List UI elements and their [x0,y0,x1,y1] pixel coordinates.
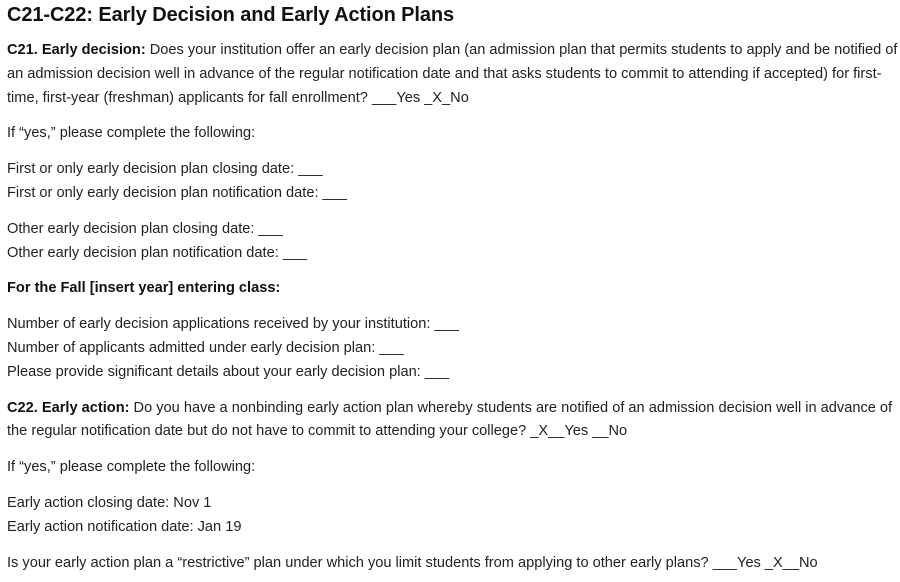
c21-other-notification-date: Other early decision plan notification date: ___ [7,244,308,261]
c22-answer: _X__Yes __No [526,423,628,440]
c21-applications-received: Number of early decision applications received by your institution: ___ [7,316,459,333]
c22-if-yes: If “yes,” please complete the following: [7,459,256,476]
c21-label: C21. Early decision: [7,42,146,58]
c22-dates [7,492,900,540]
c21-plan-details: Please provide significant details about your early decision plan: ___ [7,363,450,380]
page-title: C21-C22: Early Decision and Early Action Plans [7,4,455,26]
c21-applicants-admitted: Number of applicants admitted under early decision plan: ___ [7,339,404,356]
c21-other-dates [7,218,900,266]
c21-fall-heading: For the Fall [insert year] entering class: [7,280,281,297]
c21-question-paragraph [7,39,900,110]
c22-label: C22. Early action: [7,399,130,416]
c21-answer: ___Yes _X_No [367,89,469,106]
c21-first-closing-date: First or only early decision plan closing date: ___ [7,161,323,178]
c21-first-dates [7,158,900,206]
c22-closing-date: Early action closing date: Nov 1 [7,494,212,511]
c21-first-notification-date: First or only early decision plan notification date: ___ [7,184,347,201]
c22-question-text: Do you have a nonbinding early action plan whereby students are notified of an admission decision well in advance of the regular notification date but do not have to commit to attending your college? [7,399,893,440]
c21-other-closing-date: Other early decision plan closing date: ___ [7,220,283,237]
c22-restrictive-question: Is your early action plan a “restrictive” plan under which you limit students from applying to other early plans? ___Yes _X__No [7,554,818,571]
c21-if-yes: If “yes,” please complete the following: [7,125,256,142]
c21-question-text: Does your institution offer an early decision plan (an admission plan that permits students to apply and be notified of an admission decision well in advance of the regular notification date and that asks students to commit to attending if accepted) for first-time, first-year (freshman) applicants for fall enrollment? [7,42,898,106]
c22-question-paragraph [7,397,900,445]
c21-fall-stats [7,313,900,384]
c22-notification-date: Early action notification date: Jan 19 [7,518,242,535]
